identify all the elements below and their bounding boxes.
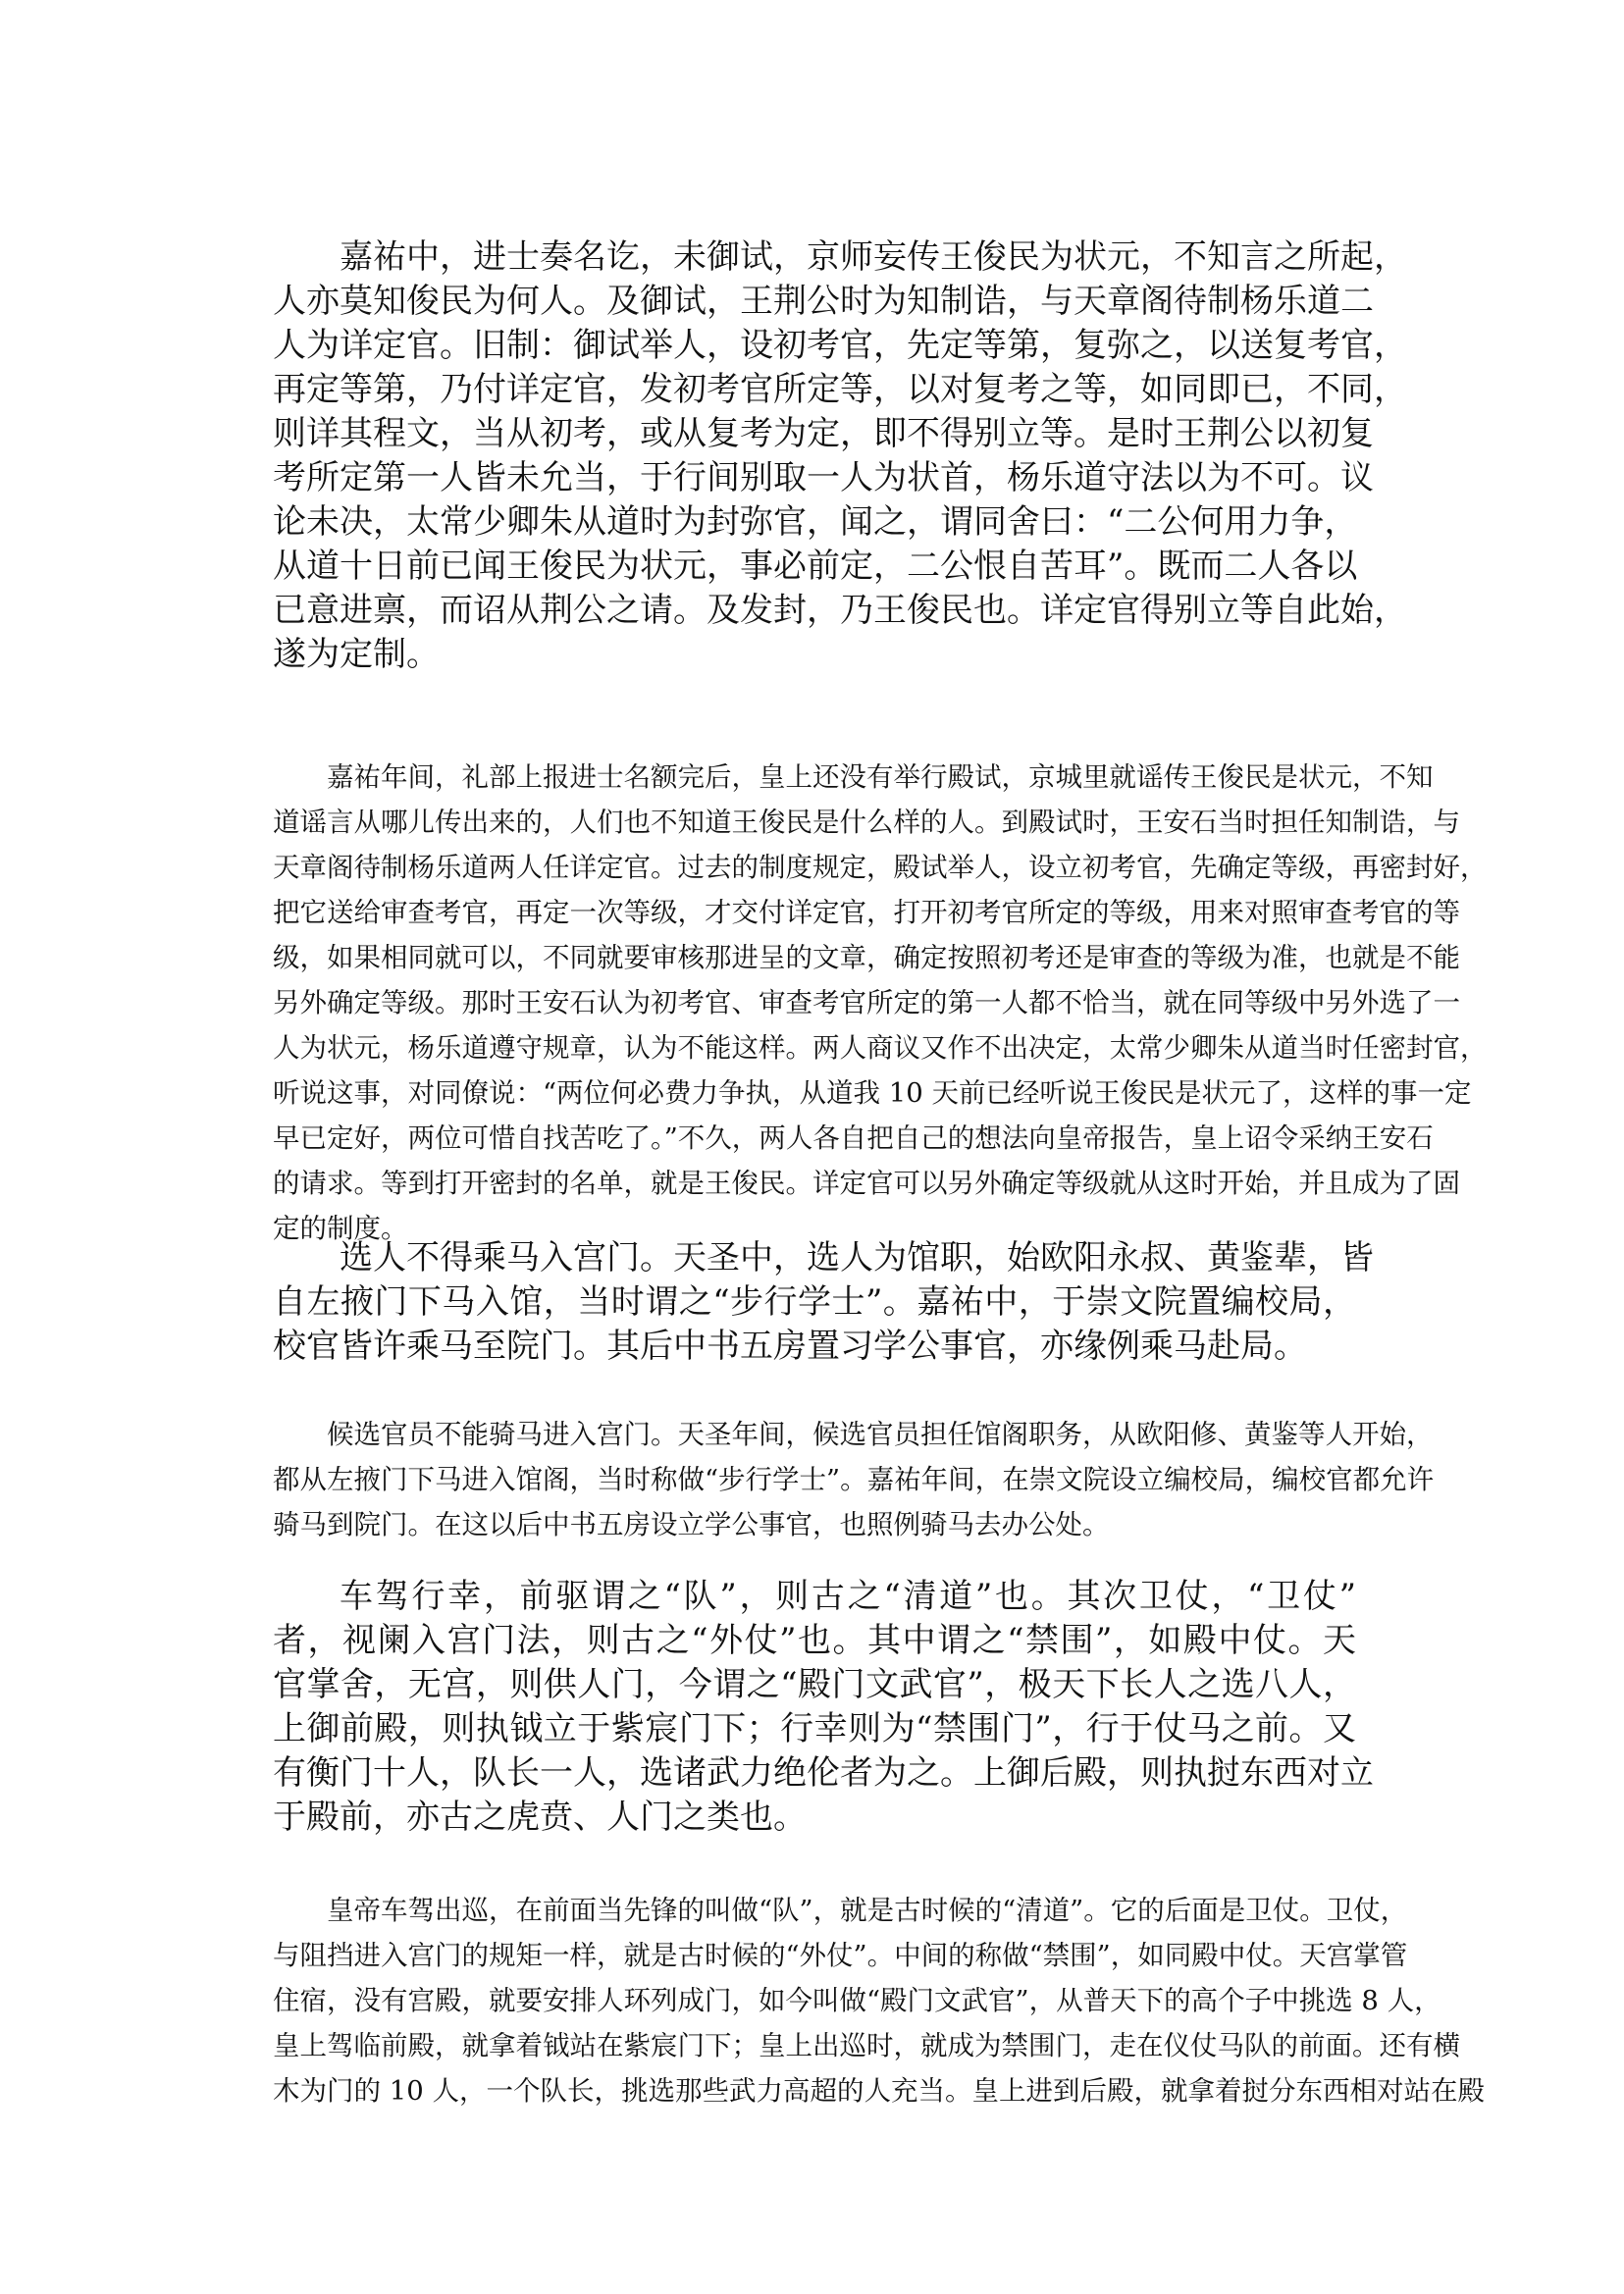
text-line: 另外确定等级。那时王安石认为初考官、审查考官所定的第一人都不恰当，就在同等级中另外选了一 xyxy=(273,987,1460,1018)
text-line: 人为状元，杨乐道遵守规章，认为不能这样。两人商议又作不出决定，太常少卿朱从道当时任密封官， xyxy=(273,1032,1488,1064)
text-line: 已意进禀，而诏从荆公之请。及发封，乃王俊民也。详定官得别立等自此始， xyxy=(273,591,1407,630)
text-line: 于殿前，亦古之虎贲、人门之类也。 xyxy=(273,1798,807,1837)
original-text-paragraph xyxy=(273,1575,1374,1840)
text-line: 人亦莫知俊民为何人。及御试，王荆公时为知制诰，与天章阁待制杨乐道二 xyxy=(273,282,1374,321)
text-line: 定的制度。 xyxy=(273,1213,408,1244)
text-line: 论未决，太常少卿朱从道时为封弥官，闻之，谓同舍曰：“二公何用力争， xyxy=(273,502,1358,542)
text-line: 者，视阑入宫门法，则古之“外仗”也。其中谓之“禁围”，如殿中仗。天 xyxy=(273,1621,1356,1660)
text-line: 住宿，没有宫殿，就要安排人环列成门，如今叫做“殿门文武官”，从普天下的高个子中挑选 8 人， xyxy=(273,1985,1441,2016)
text-line: 候选官员不能骑马进入宫门。天圣年间，候选官员担任馆阁职务，从欧阳修、黄鉴等人开始， xyxy=(327,1419,1434,1450)
text-line: 上御前殿，则执钺立于紫宸门下；行幸则为“禁围门”，行于仗马之前。又 xyxy=(273,1709,1356,1748)
text-line: 车驾行幸，前驱谓之“队”，则古之“清道”也。其次卫仗，“卫仗” xyxy=(340,1577,1356,1616)
text-line: 从道十日前已闻王俊民为状元，事必前定，二公恨自苦耳”。既而二人各以 xyxy=(273,547,1358,586)
text-line: 听说这事，对同僚说：“两位何必费力争执，从道我 10 天前已经听说王俊民是状元了，这样的事一定 xyxy=(273,1077,1472,1109)
text-line: 官掌舍，无宫，则供人门，今谓之“殿门文武官”，极天下长人之选八人， xyxy=(273,1665,1356,1704)
text-line: 自左掖门下马入馆，当时谓之“步行学士”。嘉祐中，于崇文院置编校局， xyxy=(273,1282,1356,1322)
text-line: 早已定好，两位可惜自找苦吃了。”不久，两人各自把自己的想法向皇帝报告，皇上诏令采纳王安石 xyxy=(273,1122,1434,1154)
text-line: 都从左掖门下马进入馆阁，当时称做“步行学士”。嘉祐年间，在崇文院设立编校局，编校官都允许 xyxy=(273,1464,1435,1495)
text-line: 骑马到院门。在这以后中书五房设立学公事官，也照例骑马去办公处。 xyxy=(273,1509,1110,1540)
translation-paragraph xyxy=(273,1888,1485,2113)
text-line: 级，如果相同就可以，不同就要审核那进呈的文章，确定按照初考还是审查的等级为准，也就是不能 xyxy=(273,942,1460,973)
text-line: 嘉祐中，进士奏名讫，未御试，京师妄传王俊民为状元，不知言之所起， xyxy=(340,237,1407,277)
text-line: 则详其程文，当从初考，或从复考为定，即不得别立等。是时王荆公以初复 xyxy=(273,414,1374,453)
text-line: 木为门的 10 人，一个队长，挑选那些武力高超的人充当。皇上进到后殿，就拿着挝分东西相对站在殿 xyxy=(273,2075,1485,2107)
text-line: 再定等第，乃付详定官，发初考官所定等，以对复考之等，如同即已，不同， xyxy=(273,370,1407,409)
text-line: 把它送给审查考官，再定一次等级，才交付详定官，打开初考官所定的等级，用来对照审查考官的等 xyxy=(273,897,1460,928)
text-line: 有衡门十人，队长一人，选诸武力绝伦者为之。上御后殿，则执挝东西对立 xyxy=(273,1753,1374,1793)
text-line: 选人不得乘马入宫门。天圣中，选人为馆职，始欧阳永叔、黄鉴辈，皆 xyxy=(340,1238,1374,1277)
translation-paragraph xyxy=(273,755,1488,1251)
text-line: 天章阁待制杨乐道两人任详定官。过去的制度规定，殿试举人，设立初考官，先确定等级，再密封好， xyxy=(273,852,1488,883)
text-line: 考所定第一人皆未允当，于行间别取一人为状首，杨乐道守法以为不可。议 xyxy=(273,458,1374,497)
text-line: 的请求。等到打开密封的名单，就是王俊民。详定官可以另外确定等级就从这时开始，并且成为了固 xyxy=(273,1168,1460,1199)
text-line: 遂为定制。 xyxy=(273,635,440,674)
translation-paragraph xyxy=(273,1412,1435,1547)
text-line: 道谣言从哪儿传出来的，人们也不知道王俊民是什么样的人。到殿试时，王安石当时担任知制诰，与 xyxy=(273,807,1460,838)
text-line: 皇帝车驾出巡，在前面当先锋的叫做“队”，就是古时候的“清道”。它的后面是卫仗。卫仗， xyxy=(327,1895,1408,1926)
text-line: 人为详定官。旧制：御试举人，设初考官，先定等第，复弥之，以送复考官， xyxy=(273,326,1407,365)
text-line: 嘉祐年间，礼部上报进士名额完后，皇上还没有举行殿试，京城里就谣传王俊民是状元，不知 xyxy=(327,761,1434,793)
text-line: 与阻挡进入宫门的规矩一样，就是古时候的“外仗”。中间的称做“禁围”，如同殿中仗。天宫掌管 xyxy=(273,1940,1408,1971)
text-line: 校官皆许乘马至院门。其后中书五房置习学公事官，亦缘例乘马赴局。 xyxy=(273,1327,1307,1366)
original-text-paragraph xyxy=(273,235,1407,677)
text-line: 皇上驾临前殿，就拿着钺站在紫宸门下；皇上出巡时，就成为禁围门，走在仪仗马队的前面。还有横 xyxy=(273,2030,1460,2061)
original-text-paragraph xyxy=(273,1236,1374,1369)
